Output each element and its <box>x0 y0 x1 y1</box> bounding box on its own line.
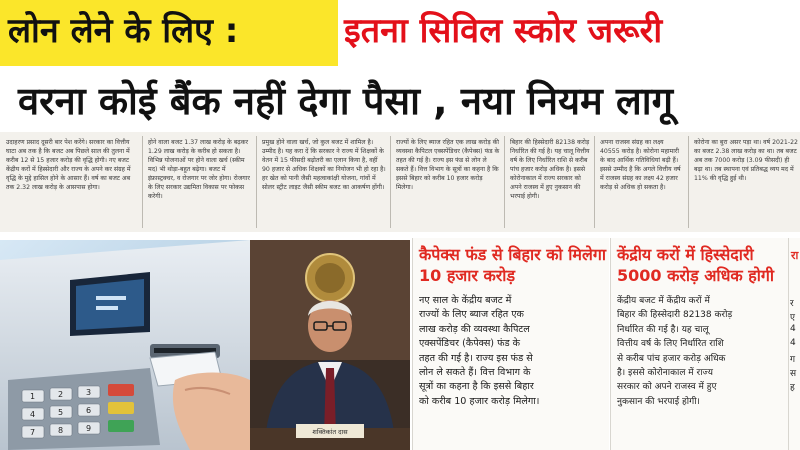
strip-column: कोरोना का बुरा असर पड़ा था। वर्ष 2021-22 का बजट 2.38 लाख करोड़ का था। तब बजट अब तक 7000 करोड़ (3.09 फीसदी) ही बढ़ा था। तब स्थापना एवं प्रतिबद्ध व्यय मद में 11% की वृद्धि हुई थी। <box>694 139 798 182</box>
clipping-line: केंद्रीय बजट में केंद्रीय करों में <box>617 296 710 306</box>
headline-line2-band <box>0 66 800 132</box>
clipping-headline: केंद्रीय करों में हिस्सेदारी 5000 करोड़ अधिक होगी <box>617 245 775 285</box>
clipping-line: है। इससे कोरोनाकाल में राज्य <box>617 368 713 379</box>
atm-photo <box>0 240 250 450</box>
strip-column: राज्यों के लिए ब्याज रहित एक लाख करोड़ की व्यवस्था कैपिटल एक्सपेंडिचर (कैपेक्स) फंड के तहत की गई है। राज्य इस फंड से लोन ले सकते हैं। वित्त विभाग के सूत्रों का कहना है कि इससे बिहार को करीब 10 हजार करोड़ मिलेगा। <box>396 139 500 191</box>
clipping-line: से करीब पांच हजार करोड़ अधिक <box>617 353 726 364</box>
clipping-line: को करीब 10 हजार करोड़ मिलेगा। <box>419 395 540 407</box>
svg-text:7: 7 <box>30 428 36 437</box>
news-clipping-cutoff <box>788 238 800 450</box>
clipping-line: बिहार की हिस्सेदारी 82138 करोड़ <box>617 310 733 321</box>
svg-text:8: 8 <box>58 426 64 435</box>
clipping-line: लाख करोड़ की व्यवस्था कैपिटल <box>419 323 530 335</box>
column-divider <box>594 136 595 228</box>
column-divider <box>688 136 689 228</box>
strip-column: प्रमुख होने वाला खर्च, जो कुल बजट में शामिल है। उम्मीद है। यह करा दें कि सरकार ने राज्य में शिक्षकों के वेतन में 15 फीसदी बढ़ोतरी का एलान किया है, वहीं 90 हजार से अधिक शिक्षकों का नियोजन भी हो रहा है। हर खेत को पानी जैसी महत्वाकांक्षी योजना, गांवों में सोलर स्ट्रीट लाइट जैसी स्कीम बजट का आकर्षण होंगी। <box>262 139 386 191</box>
cutoff-fragment: र <box>790 299 794 309</box>
svg-text:5: 5 <box>58 408 64 417</box>
svg-text:9: 9 <box>86 424 92 433</box>
clipping-line: सरकार को अपने राजस्व में हुए <box>617 382 717 393</box>
clipping-line: सूत्रों का कहना है कि इससे बिहार <box>419 381 534 393</box>
column-divider <box>256 136 257 228</box>
svg-text:1: 1 <box>30 392 36 401</box>
atm-illustration <box>0 240 250 450</box>
cutoff-fragment: 4 <box>790 338 796 348</box>
cutoff-fragment: ह <box>790 383 795 393</box>
clipping-headline: कैपेक्स फंड से बिहार को मिलेगा 10 हजार करोड़ <box>419 245 606 285</box>
svg-text:6: 6 <box>86 406 92 415</box>
headline-line1-red: इतना सिविल स्कोर जरूरी <box>344 11 663 51</box>
headline-banner-yellow <box>0 0 338 66</box>
clipping-line: नुकसान की भरपाई होगी। <box>617 396 700 407</box>
clipping-line: राज्यों के लिए ब्याज रहित एक <box>419 309 524 321</box>
clipping-line: वित्तीय वर्ष के लिए निर्धारित राशि <box>617 339 724 350</box>
clipping-line: एक्सपेंडिचर (कैपेक्स) फंड के <box>419 338 521 350</box>
headline-line1-black: लोन लेने के लिए : <box>8 11 239 51</box>
column-divider <box>142 136 143 228</box>
column-divider <box>504 136 505 228</box>
cutoff-headline: रा <box>791 249 799 262</box>
newspaper-text-strip <box>0 132 800 232</box>
cutoff-fragment: स <box>790 369 797 379</box>
clipping-body <box>617 294 787 409</box>
clipping-line: नए साल के केंद्रीय बजट में <box>419 295 512 306</box>
column-divider <box>390 136 391 228</box>
svg-text:2: 2 <box>58 390 64 399</box>
news-clipping-capex <box>412 238 609 450</box>
governor-nameplate: शक्तिकांत दास <box>312 428 348 436</box>
clipping-body <box>419 294 607 409</box>
svg-text:3: 3 <box>86 388 92 397</box>
strip-column: बिहार की हिस्सेदारी 82138 करोड़ निर्धारित की गई है। यह चालू वित्तीय वर्ष के लिए निर्धारित राशि से करीब पांच हजार करोड़ अधिक है। इससे कोरोनाकाल में राज्य सरकार को अपने राजस्व में हुए नुकसान की भरपाई होगी। <box>510 139 590 200</box>
clipping-line: तहत की गई है। राज्य इस फंड से <box>419 352 533 364</box>
cutoff-fragment: 4 <box>790 324 796 334</box>
cutoff-fragment: ए <box>790 313 795 323</box>
rbi-governor-photo <box>250 240 410 450</box>
governor-illustration <box>250 240 410 450</box>
strip-column: होने वाला बजट 1.37 लाख करोड़ के बढ़कर 1.29 लाख करोड़ के करीब हो सकता है। विभिन्न योजनाओं पर होने वाला खर्च (स्कीम मद) भी थोड़ा-बहुत बढ़ेगा। बजट में इंफ्रास्ट्रक्चर, व रोजगार पर जोर होगा। रोजगार के लिए सरकार उद्यमिता विकास पर फोकस करेगी। <box>148 139 250 200</box>
headline-banner-white <box>338 0 800 66</box>
strip-column: उदाहरण प्रसाद दूसरी बार पेश करेंगे। सरकार का वित्तीय घाटा अब तक है कि बजट अब पिछले साल की तुलना में करीब 12 से 15 हजार करोड़ की वृद्धि होगी। नए बजट केंद्रीय करों में हिस्सेदारी और राज्य के अपने कर संग्रह में वृद्धि के मुद्दे हासिल होने के आसार हैं। वर्ष का बजट अब तक 2.32 लाख करोड़ के आसपास होगा। <box>6 139 131 191</box>
strip-column: अपना राजस्व संग्रह का लक्ष्य 40555 करोड़ है। कोरोना महामारी के बाद आर्थिक गतिविधियां बढ़ी हैं। इससे उम्मीद है कि अगले वित्तीय वर्ष में राजस्व संग्रह का लक्ष्य 42 हजार करोड़ से अधिक हो सकता है। <box>600 139 681 191</box>
clipping-line: लोन ले सकते हैं। वित्त विभाग के <box>419 367 531 379</box>
clipping-line: निर्धारित की गई है। यह चालू <box>617 324 709 335</box>
cutoff-fragment: ग <box>790 355 796 365</box>
news-clipping-central-taxes <box>610 238 789 450</box>
headline-line2: वरना कोई बैंक नहीं देगा पैसा , नया नियम लागू <box>18 79 673 123</box>
svg-text:4: 4 <box>30 410 36 419</box>
